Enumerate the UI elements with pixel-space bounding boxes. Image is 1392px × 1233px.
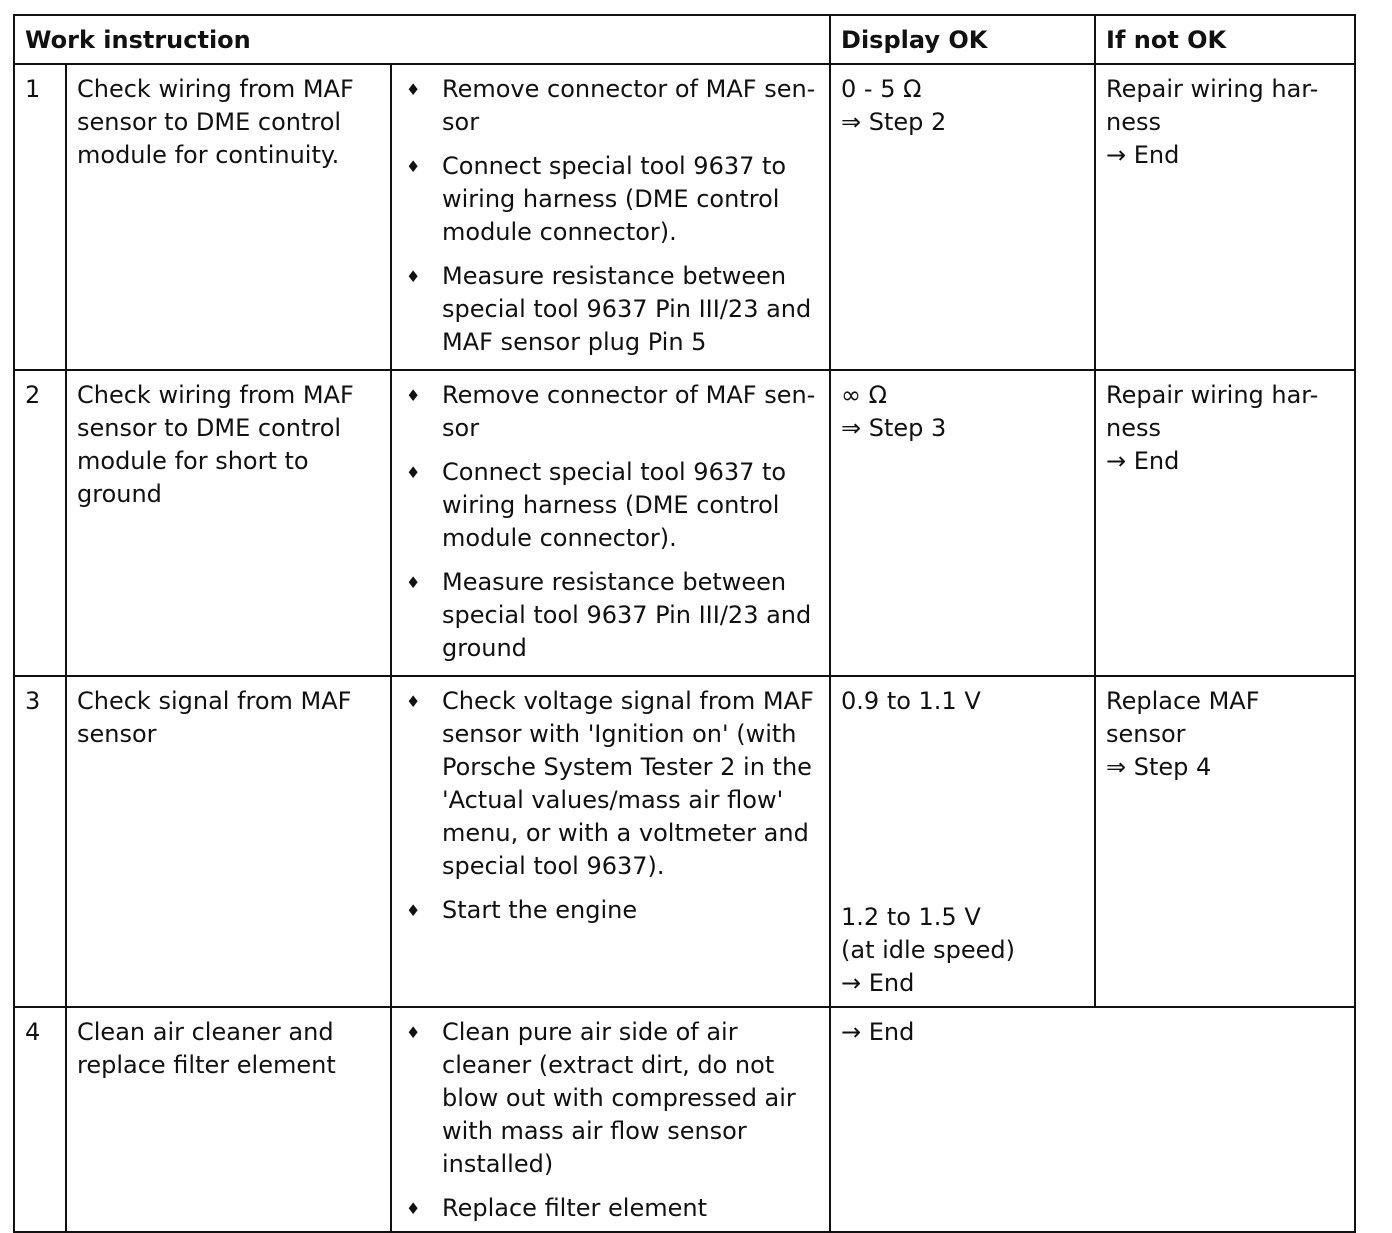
step-number: 3 (14, 676, 66, 1007)
action-text: Measure resistance between special tool 9637 Pin III/23 and MAF sensor plug Pin 5 (442, 262, 812, 356)
if-not-ok-line: Repair wiring har-ness (1106, 75, 1319, 136)
step-title: Check signal from MAF sensor (66, 676, 391, 1007)
action-item (402, 456, 819, 555)
step-actions (391, 676, 830, 1007)
action-text: Connect special tool 9637 to wiring harness (DME control module connector). (442, 458, 787, 552)
action-text: Remove connector of MAF sen-sor (442, 75, 816, 136)
step-row-1 (14, 64, 1355, 370)
action-text: Remove connector of MAF sen-sor (442, 381, 816, 442)
if-not-ok-line: → End (1106, 447, 1180, 475)
action-text: Check voltage signal from MAF sensor with 'Ignition on' (with Porsche System Tester 2 in the 'Actual values/mass air flow' menu, or with a voltmeter and special tool 9637). (442, 687, 814, 880)
if-not-ok-cell (1095, 64, 1355, 370)
display-ok-line: ⇒ Step 3 (841, 414, 947, 442)
action-text: Measure resistance between special tool 9637 Pin III/23 and ground (442, 568, 812, 662)
step-title: Check wiring from MAF sensor to DME control module for short to ground (66, 370, 391, 676)
action-item (402, 566, 819, 665)
header-work-instruction: Work instruction (14, 15, 830, 64)
step-number: 4 (14, 1007, 66, 1232)
action-text: Start the engine (442, 896, 638, 924)
diamond-bullet-icon: ♦ (406, 267, 421, 286)
if-not-ok-cell (1095, 370, 1355, 676)
display-ok-line: 0 - 5 Ω (841, 75, 922, 103)
action-item (402, 379, 819, 445)
diamond-bullet-icon: ♦ (406, 386, 421, 405)
if-not-ok-line: Replace MAF sensor (1106, 687, 1260, 748)
step-row-2 (14, 370, 1355, 676)
display-ok-line: 0.9 to 1.1 V (841, 687, 981, 715)
display-ok-cell (830, 1007, 1355, 1232)
if-not-ok-line: ⇒ Step 4 (1106, 753, 1212, 781)
diamond-bullet-icon: ♦ (406, 1199, 421, 1218)
header-display-ok: Display OK (830, 15, 1095, 64)
step-row-4 (14, 1007, 1355, 1232)
action-item (402, 685, 819, 883)
if-not-ok-cell (1095, 676, 1355, 1007)
step-actions (391, 64, 830, 370)
action-item (402, 894, 819, 927)
diamond-bullet-icon: ♦ (406, 573, 421, 592)
display-ok-line: → End (841, 1018, 915, 1046)
action-text: Connect special tool 9637 to wiring harness (DME control module connector). (442, 152, 787, 246)
header-row (14, 15, 1355, 64)
display-ok-cell (830, 676, 1095, 1007)
diamond-bullet-icon: ♦ (406, 1023, 421, 1042)
step-number: 2 (14, 370, 66, 676)
display-ok-line: ⇒ Step 2 (841, 108, 947, 136)
if-not-ok-line: → End (1106, 141, 1180, 169)
action-item (402, 260, 819, 359)
diamond-bullet-icon: ♦ (406, 80, 421, 99)
action-item (402, 150, 819, 249)
display-ok-line: 1.2 to 1.5 V (841, 903, 981, 931)
action-item (402, 1192, 819, 1225)
diamond-bullet-icon: ♦ (406, 901, 421, 920)
display-ok-line: (at idle speed) (841, 936, 1015, 964)
step-row-3 (14, 676, 1355, 1007)
if-not-ok-line: Repair wiring har-ness (1106, 381, 1319, 442)
step-actions (391, 370, 830, 676)
action-item (402, 73, 819, 139)
step-number: 1 (14, 64, 66, 370)
display-ok-cell (830, 64, 1095, 370)
action-item (402, 1016, 819, 1181)
display-ok-line: ∞ Ω (841, 381, 887, 409)
step-title: Check wiring from MAF sensor to DME control module for continuity. (66, 64, 391, 370)
action-text: Clean pure air side of air cleaner (extract dirt, do not blow out with compressed air with mass air flow sensor installed) (442, 1018, 796, 1178)
step-title: Clean air cleaner and replace filter element (66, 1007, 391, 1232)
header-if-not-ok: If not OK (1095, 15, 1355, 64)
diamond-bullet-icon: ♦ (406, 157, 421, 176)
diamond-bullet-icon: ♦ (406, 463, 421, 482)
work-instruction-table (13, 14, 1356, 1233)
display-ok-cell (830, 370, 1095, 676)
action-text: Replace filter element (442, 1194, 707, 1222)
display-ok-line: → End (841, 969, 915, 997)
diamond-bullet-icon: ♦ (406, 692, 421, 711)
step-actions (391, 1007, 830, 1232)
